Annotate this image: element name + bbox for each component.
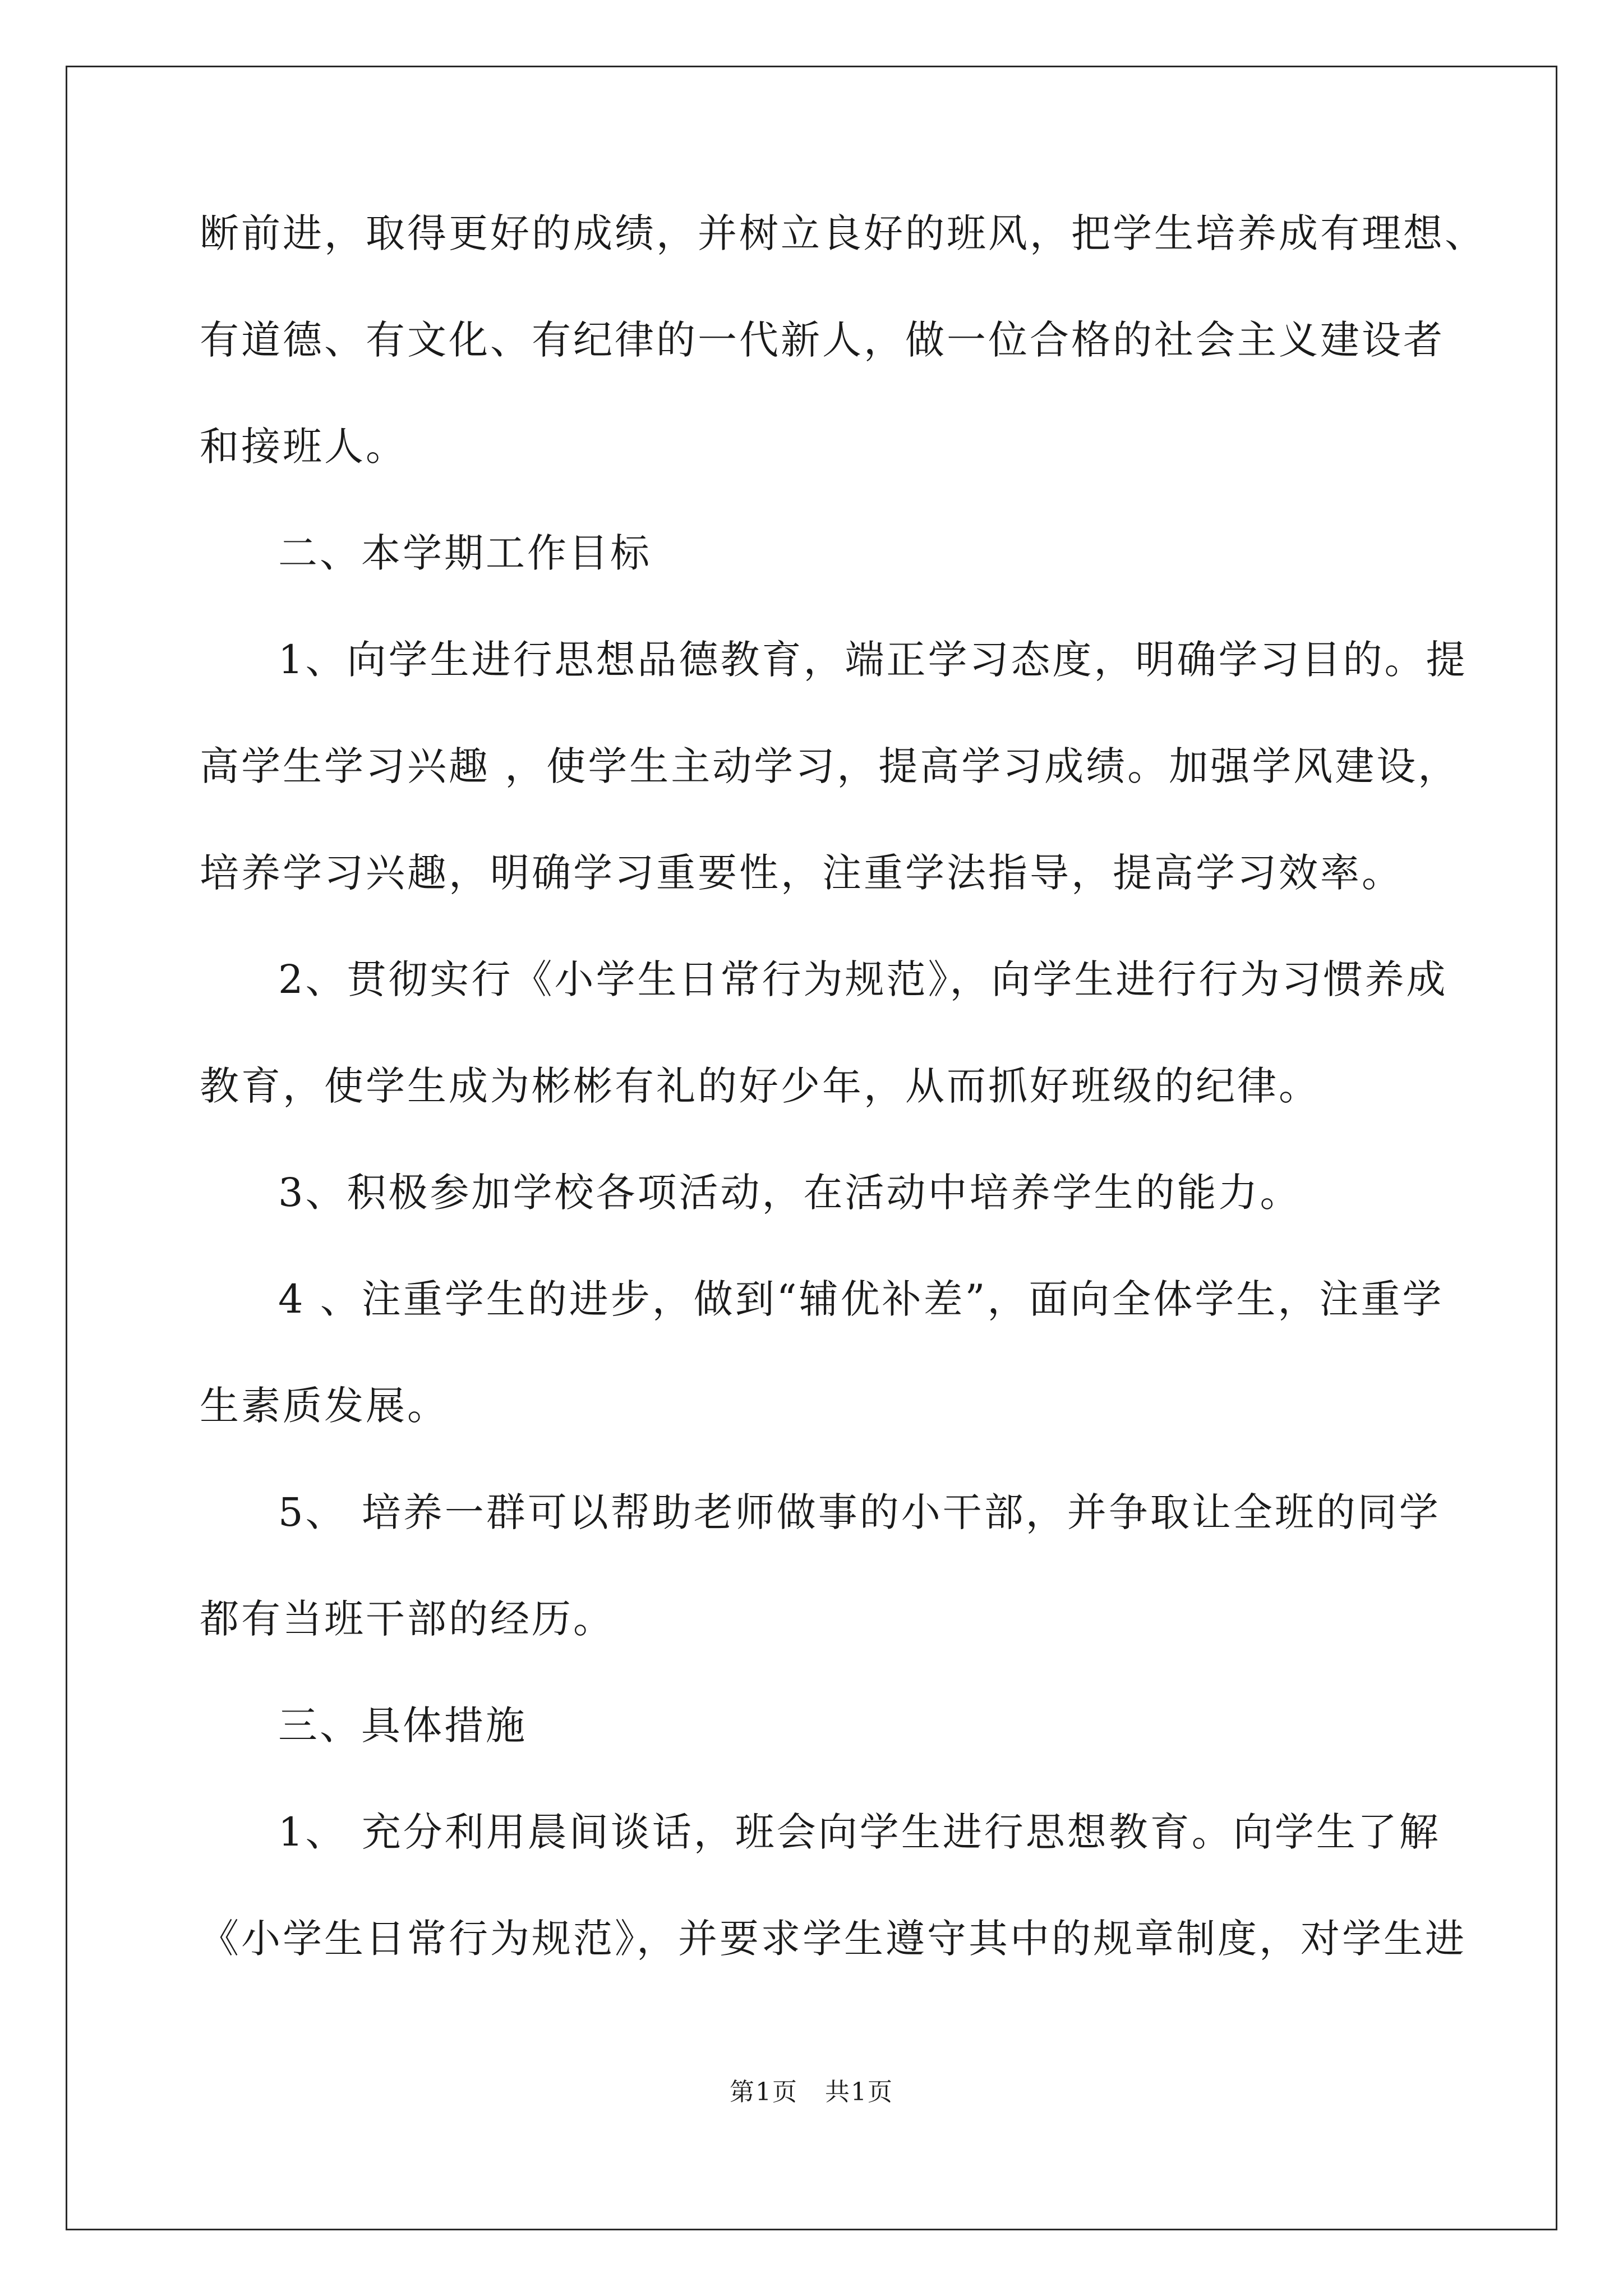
page-number: 第1页 xyxy=(730,2078,798,2106)
text-line: 和接班人。 xyxy=(200,424,407,470)
page-border xyxy=(66,66,1557,2230)
text-line: 3、积极参加学校各项活动，在活动中培养学生的能力。 xyxy=(278,1170,1302,1216)
text-line: 有道德、有文化、有纪律的一代新人，做一位合格的社会主义建设者 xyxy=(200,317,1445,363)
text-line: 高学生学习兴趣 ，使学生主动学习，提高学习成绩。加强学风建设， xyxy=(200,743,1460,789)
text-line: 断前进，取得更好的成绩，并树立良好的班风，把学生培养成有理想、 xyxy=(200,210,1486,256)
text-line: 5、 培养一群可以帮助老师做事的小干部，并争取让全班的同学 xyxy=(278,1489,1441,1535)
text-line: 《小学生日常行为规范》，并要求学生遵守其中的规章制度，对学生进 xyxy=(200,1916,1467,1962)
text-line: 教育，使学生成为彬彬有礼的好少年，从而抓好班级的纪律。 xyxy=(200,1063,1320,1109)
page-footer xyxy=(0,2076,1623,2109)
section-heading: 三、具体措施 xyxy=(278,1703,527,1749)
text-line: 1、 充分利用晨间谈话，班会向学生进行思想教育。向学生了解 xyxy=(278,1809,1441,1855)
text-line: 4 、注重学生的进步，做到“辅优补差”，面向全体学生，注重学 xyxy=(278,1276,1444,1322)
section-heading: 二、本学期工作目标 xyxy=(278,530,652,576)
page-total: 共1页 xyxy=(825,2078,893,2106)
text-line: 都有当班干部的经历。 xyxy=(200,1596,615,1642)
text-line: 1、向学生进行思想品德教育，端正学习态度，明确学习目的。提 xyxy=(278,637,1468,683)
text-line: 培养学习兴趣，明确学习重要性，注重学法指导，提高学习效率。 xyxy=(200,850,1403,896)
text-line: 2、贯彻实行《小学生日常行为规范》，向学生进行行为习惯养成 xyxy=(278,956,1448,1002)
text-line: 生素质发展。 xyxy=(200,1383,449,1429)
